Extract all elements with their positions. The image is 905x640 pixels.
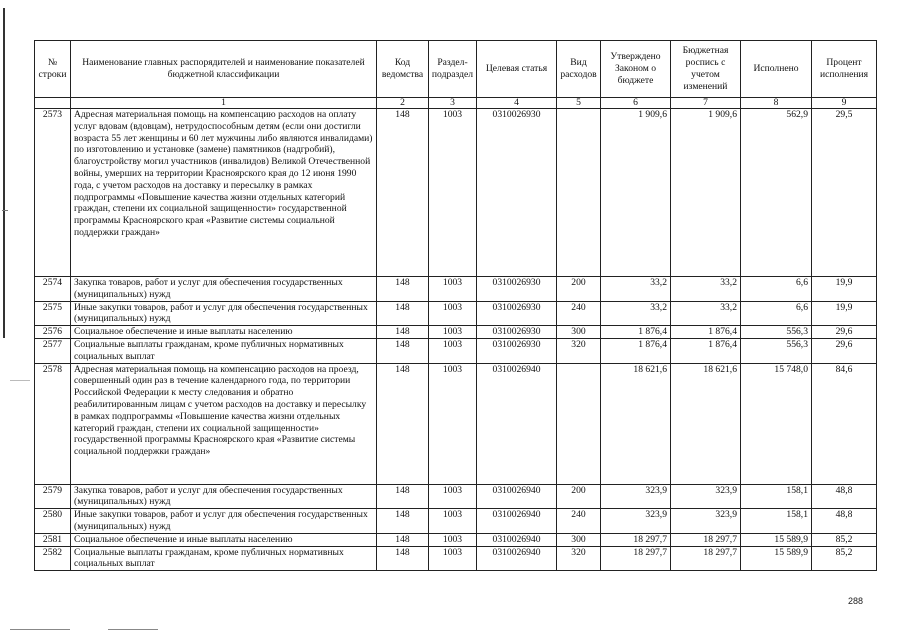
column-number: 5 xyxy=(557,98,601,109)
row-budget-schedule: 1 876,4 xyxy=(671,338,741,363)
column-number: 9 xyxy=(812,98,877,109)
row-name: Социальные выплаты гражданам, кроме публичных нормативных социальных выплат xyxy=(71,338,377,363)
row-budget-schedule: 18 297,7 xyxy=(671,533,741,546)
header-name: Наименование главных распорядителей и наименование показателей бюджетной классификации xyxy=(71,41,377,98)
row-percent: 85,2 xyxy=(812,533,877,546)
column-number: 7 xyxy=(671,98,741,109)
header-approved: Утверждено Законом о бюджете xyxy=(601,41,671,98)
row-budget-schedule: 18 621,6 xyxy=(671,363,741,484)
row-target-article: 0310026930 xyxy=(477,109,557,277)
row-number: 2575 xyxy=(35,301,71,326)
row-budget-schedule: 323,9 xyxy=(671,509,741,534)
row-executed: 556,3 xyxy=(741,326,812,339)
header-percent: Процент исполнения xyxy=(812,41,877,98)
row-section: 1003 xyxy=(429,484,477,509)
header-budget-schedule: Бюджетная роспись с учетом изменений xyxy=(671,41,741,98)
row-name: Адресная материальная помощь на компенсацию расходов на оплату услуг вдовам (вдовцам), нетрудоспособным детям (если они достигли возраста 55 лет женщины и 60 лет мужчины либо являются инвалидами) по изготовлению и установке (замене) памятников (надгробий), благоустройству могил участников (инвалидов) Великой Отечественной войны, умерших на территории Красноярского края до 12 июня 1990 года, с учетом расходов на доставку и пересылку в рамках подпрограммы «Повышение качества жизни отдельных категорий граждан, степени их социальной защищенности» государственной программы Красноярского края «Развитие системы социальной поддержки граждан» xyxy=(71,109,377,277)
row-number: 2582 xyxy=(35,546,71,571)
header-section: Раздел-подраздел xyxy=(429,41,477,98)
row-budget-schedule: 33,2 xyxy=(671,277,741,302)
row-name: Адресная материальная помощь на компенсацию расходов на проезд, совершенный один раз в течение календарного года, по территории Российской Федерации к месту следования и обратно реабилитированным лицам с учетом расходов на доставку и пересылку в рамках подпрограммы «Повышение качества жизни отдельных категорий граждан, степени их социальной защищенности» государственной программы Красноярского края «Развитие системы социальной поддержки граждан» xyxy=(71,363,377,484)
row-approved: 33,2 xyxy=(601,301,671,326)
row-approved: 323,9 xyxy=(601,484,671,509)
page-number: 288 xyxy=(847,596,863,606)
table-row xyxy=(35,301,877,326)
row-expense-type xyxy=(557,109,601,277)
row-executed: 15 589,9 xyxy=(741,546,812,571)
row-budget-schedule: 1 876,4 xyxy=(671,326,741,339)
row-executed: 15 748,0 xyxy=(741,363,812,484)
row-executed: 562,9 xyxy=(741,109,812,277)
row-name: Социальное обеспечение и иные выплаты населению xyxy=(71,326,377,339)
row-expense-type: 200 xyxy=(557,484,601,509)
row-expense-type xyxy=(557,363,601,484)
row-approved: 33,2 xyxy=(601,277,671,302)
row-section: 1003 xyxy=(429,277,477,302)
row-executed: 6,6 xyxy=(741,301,812,326)
row-number: 2577 xyxy=(35,338,71,363)
margin-tick xyxy=(10,380,30,381)
row-expense-type: 300 xyxy=(557,326,601,339)
row-section: 1003 xyxy=(429,546,477,571)
row-approved: 1 876,4 xyxy=(601,338,671,363)
row-name: Закупка товаров, работ и услуг для обеспечения государственных (муниципальных) нужд xyxy=(71,484,377,509)
row-section: 1003 xyxy=(429,326,477,339)
row-approved: 18 297,7 xyxy=(601,533,671,546)
row-percent: 84,6 xyxy=(812,363,877,484)
row-name: Социальное обеспечение и иные выплаты населению xyxy=(71,533,377,546)
row-number: 2579 xyxy=(35,484,71,509)
row-name: Иные закупки товаров, работ и услуг для обеспечения государственных (муниципальных) нужд xyxy=(71,509,377,534)
table-row xyxy=(35,338,877,363)
row-dept-code: 148 xyxy=(377,277,429,302)
row-percent: 19,9 xyxy=(812,277,877,302)
row-dept-code: 148 xyxy=(377,363,429,484)
row-percent: 29,6 xyxy=(812,338,877,363)
row-executed: 6,6 xyxy=(741,277,812,302)
row-percent: 29,5 xyxy=(812,109,877,277)
margin-tick xyxy=(2,210,8,211)
row-name: Иные закупки товаров, работ и услуг для обеспечения государственных (муниципальных) нужд xyxy=(71,301,377,326)
column-number: 6 xyxy=(601,98,671,109)
row-dept-code: 148 xyxy=(377,546,429,571)
row-expense-type: 200 xyxy=(557,277,601,302)
column-number: 3 xyxy=(429,98,477,109)
table-row xyxy=(35,277,877,302)
row-section: 1003 xyxy=(429,509,477,534)
row-dept-code: 148 xyxy=(377,533,429,546)
row-number: 2576 xyxy=(35,326,71,339)
row-percent: 48,8 xyxy=(812,484,877,509)
row-target-article: 0310026940 xyxy=(477,484,557,509)
row-approved: 18 621,6 xyxy=(601,363,671,484)
row-expense-type: 240 xyxy=(557,301,601,326)
row-executed: 158,1 xyxy=(741,484,812,509)
row-target-article: 0310026940 xyxy=(477,546,557,571)
row-section: 1003 xyxy=(429,301,477,326)
row-executed: 15 589,9 xyxy=(741,533,812,546)
row-number: 2580 xyxy=(35,509,71,534)
row-expense-type: 300 xyxy=(557,533,601,546)
row-number: 2581 xyxy=(35,533,71,546)
row-percent: 19,9 xyxy=(812,301,877,326)
row-budget-schedule: 33,2 xyxy=(671,301,741,326)
row-approved: 18 297,7 xyxy=(601,546,671,571)
row-target-article: 0310026940 xyxy=(477,509,557,534)
row-section: 1003 xyxy=(429,338,477,363)
row-section: 1003 xyxy=(429,533,477,546)
row-dept-code: 148 xyxy=(377,484,429,509)
header-target-article: Целевая статья xyxy=(477,41,557,98)
header-dept-code: Код ведомства xyxy=(377,41,429,98)
row-approved: 1 909,6 xyxy=(601,109,671,277)
column-number: 8 xyxy=(741,98,812,109)
row-executed: 556,3 xyxy=(741,338,812,363)
row-percent: 48,8 xyxy=(812,509,877,534)
row-target-article: 0310026940 xyxy=(477,363,557,484)
row-section: 1003 xyxy=(429,363,477,484)
row-expense-type: 320 xyxy=(557,546,601,571)
row-dept-code: 148 xyxy=(377,301,429,326)
table-row xyxy=(35,484,877,509)
row-number: 2573 xyxy=(35,109,71,277)
table-row xyxy=(35,509,877,534)
table-row xyxy=(35,326,877,339)
row-name: Закупка товаров, работ и услуг для обеспечения государственных (муниципальных) нужд xyxy=(71,277,377,302)
header-expense-type: Вид расходов xyxy=(557,41,601,98)
column-number: 2 xyxy=(377,98,429,109)
row-dept-code: 148 xyxy=(377,338,429,363)
row-expense-type: 320 xyxy=(557,338,601,363)
row-target-article: 0310026930 xyxy=(477,277,557,302)
row-budget-schedule: 323,9 xyxy=(671,484,741,509)
header-row xyxy=(35,41,877,98)
column-number xyxy=(35,98,71,109)
row-percent: 85,2 xyxy=(812,546,877,571)
header-executed: Исполнено xyxy=(741,41,812,98)
row-dept-code: 148 xyxy=(377,109,429,277)
column-number: 4 xyxy=(477,98,557,109)
row-name: Социальные выплаты гражданам, кроме публичных нормативных социальных выплат xyxy=(71,546,377,571)
row-budget-schedule: 1 909,6 xyxy=(671,109,741,277)
row-target-article: 0310026930 xyxy=(477,326,557,339)
column-number-row xyxy=(35,98,877,109)
budget-execution-table xyxy=(34,40,877,571)
row-approved: 323,9 xyxy=(601,509,671,534)
row-target-article: 0310026940 xyxy=(477,533,557,546)
table-row xyxy=(35,533,877,546)
row-dept-code: 148 xyxy=(377,326,429,339)
column-number: 1 xyxy=(71,98,377,109)
row-number: 2574 xyxy=(35,277,71,302)
row-section: 1003 xyxy=(429,109,477,277)
row-expense-type: 240 xyxy=(557,509,601,534)
row-target-article: 0310026930 xyxy=(477,301,557,326)
binding-margin-line xyxy=(3,8,5,338)
row-number: 2578 xyxy=(35,363,71,484)
row-percent: 29,6 xyxy=(812,326,877,339)
row-budget-schedule: 18 297,7 xyxy=(671,546,741,571)
scan-artifact-line xyxy=(108,629,158,630)
row-executed: 158,1 xyxy=(741,509,812,534)
row-approved: 1 876,4 xyxy=(601,326,671,339)
table-row xyxy=(35,109,877,277)
header-row-number: № строки xyxy=(35,41,71,98)
row-target-article: 0310026930 xyxy=(477,338,557,363)
table-row xyxy=(35,363,877,484)
scan-artifact-line xyxy=(10,629,70,630)
row-dept-code: 148 xyxy=(377,509,429,534)
table-row xyxy=(35,546,877,571)
